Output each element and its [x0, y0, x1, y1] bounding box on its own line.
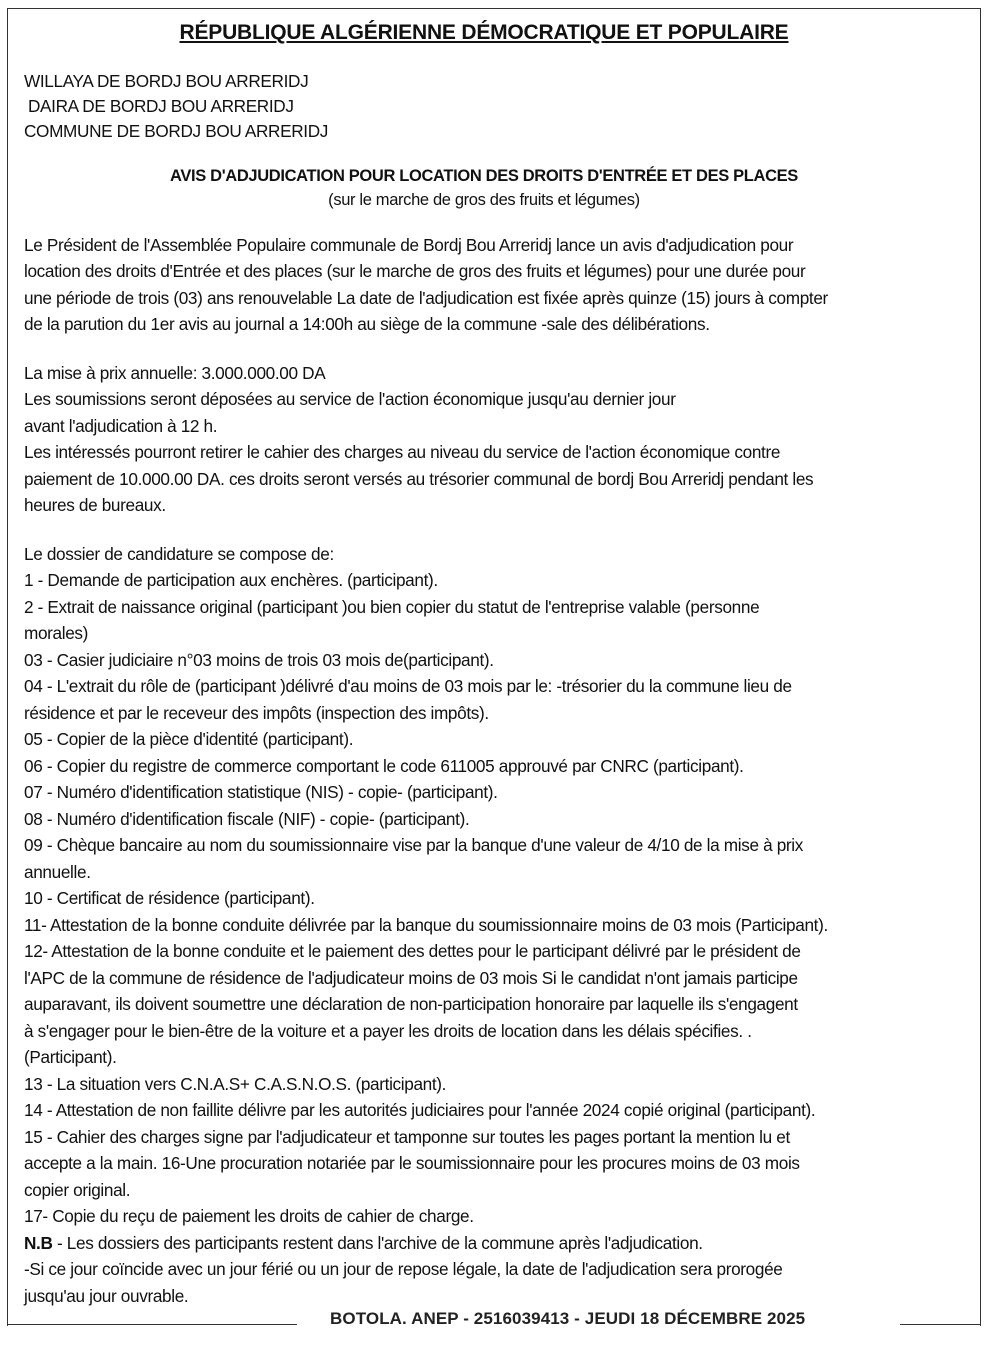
dossier-item: 14 - Attestation de non faillite délivre par les autorités judiciaires pour l'année 2024 copié original (participant).: [24, 1100, 816, 1120]
dossier-item: 11- Attestation de la bonne conduite délivrée par la banque du soumissionnaire moins de 03 mois (Participant).: [24, 914, 828, 935]
dossier-item: morales): [24, 623, 89, 643]
dossier-item: résidence et par le receveur des impôts (inspection des impôts).: [24, 702, 489, 723]
dossier-item: 17- Copie du reçu de paiement les droits de cahier de charge.: [24, 1206, 474, 1226]
nb-label: N.B: [24, 1232, 53, 1253]
conditions-paragraph: [24, 360, 944, 519]
willaya-line: WILLAYA DE BORDJ BOU ARRERIDJ: [24, 70, 309, 91]
republic-title: RÉPUBLIQUE ALGÉRIENNE DÉMOCRATIQUE ET POPULAIRE: [179, 21, 789, 44]
intro-line: une période de trois (03) ans renouvelable La date de l'adjudication est fixée après quinze (15) jours à compter: [24, 287, 828, 308]
closing-line: jusqu'au jour ouvrable.: [24, 1285, 189, 1306]
footer-divider-left: [7, 1324, 297, 1325]
avis-subtitle: (sur le marche de gros des fruits et légumes): [328, 190, 640, 209]
administration-block: [24, 69, 944, 144]
dossier-item: accepte a la main. 16-Une procuration notariée par le soumissionnaire pour les procures moins de 03 mois: [24, 1153, 800, 1173]
dossier-item: 12- Attestation de la bonne conduite et le paiement des dettes pour le participant délivré par le président de: [24, 941, 801, 961]
condition-line: paiement de 10.000.00 DA. ces droits seront versés au trésorier communal de bordj Bou Arreridj pendant les: [24, 468, 814, 489]
footer-divider-right: [900, 1324, 981, 1325]
dossier-item: auparavant, ils doivent soumettre une déclaration de non-participation honoraire par laquelle ils s'engagent: [24, 994, 798, 1014]
nb-text: - Les dossiers des participants restent dans l'archive de la commune après l'adjudication.: [52, 1232, 703, 1253]
condition-line: Les soumissions seront déposées au service de l'action économique jusqu'au dernier jour: [24, 389, 676, 409]
condition-line: heures de bureaux.: [24, 495, 166, 515]
condition-line: La mise à prix annuelle: 3.000.000.00 DA: [24, 362, 326, 383]
dossier-item: 1 - Demande de participation aux enchères. (participant).: [24, 570, 438, 590]
intro-line: de la parution du 1er avis au journal a 14:00h au siège de la commune -sale des délibérations.: [24, 314, 710, 334]
daira-line: DAIRA DE BORDJ BOU ARRERIDJ: [28, 95, 294, 116]
dossier-item: 04 - L'extrait du rôle de (participant )délivré d'au moins de 03 mois par le: -trésorier du la commune lieu de: [24, 676, 792, 696]
closing-line: -Si ce jour coïncide avec un jour férié ou un jour de repose légale, la date de l'adjudication sera prorogée: [24, 1259, 783, 1279]
dossier-item: 13 - La situation vers C.N.A.S+ C.A.S.N.O.S. (participant).: [24, 1073, 447, 1094]
dossier-item: 05 - Copier de la pièce d'identité (participant).: [24, 729, 354, 749]
dossier-item: à s'engager pour le bien-être de la voiture et a payer les droits de location dans les délais spécifies. .: [24, 1020, 752, 1041]
dossier-item: annuelle.: [24, 861, 91, 882]
dossier-item: 03 - Casier judiciaire n°03 moins de trois 03 mois de(participant).: [24, 649, 494, 670]
dossier-item: 06 - Copier du registre de commerce comportant le code 611005 approuvé par CNRC (participant).: [24, 755, 744, 776]
nb-line: [24, 1230, 944, 1257]
dossier-item: 09 - Chèque bancaire au nom du soumissionnaire vise par la banque d'une valeur de 4/10 de la mise à prix: [24, 835, 804, 855]
dossier-item: 08 - Numéro d'identification fiscale (NIF) - copie- (participant).: [24, 808, 470, 829]
dossier-item: l'APC de la commune de résidence de l'adjudicateur moins de 03 mois Si le candidat n'ont jamais participe: [24, 967, 798, 988]
dossier-list: [24, 541, 944, 1310]
notice-content: [24, 20, 944, 1309]
dossier-item: 07 - Numéro d'identification statistique (NIS) - copie- (participant).: [24, 782, 498, 802]
dossier-heading: Le dossier de candidature se compose de:: [24, 543, 334, 564]
dossier-item: 10 - Certificat de résidence (participant).: [24, 888, 315, 908]
footer-reference: BOTOLA. ANEP - 2516039413 - JEUDI 18 DÉCEMBRE 2025: [330, 1309, 806, 1328]
condition-line: avant l'adjudication à 12 h.: [24, 415, 218, 436]
dossier-item: copier original.: [24, 1179, 131, 1200]
dossier-item: 2 - Extrait de naissance original (participant )ou bien copier du statut de l'entreprise valable (personne: [24, 596, 760, 617]
intro-line: location des droits d'Entrée et des places (sur le marche de gros des fruits et légumes) pour une durée pour: [24, 261, 806, 281]
dossier-item: (Participant).: [24, 1047, 117, 1067]
dossier-item: 15 - Cahier des charges signe par l'adjudicateur et tamponne sur toutes les pages portant la mention lu et: [24, 1126, 790, 1147]
condition-line: Les intéressés pourront retirer le cahier des charges au niveau du service de l'action économique contre: [24, 442, 781, 462]
intro-line: Le Président de l'Assemblée Populaire communale de Bordj Bou Arreridj lance un avis d'adjudication pour: [24, 234, 794, 255]
intro-paragraph: [24, 232, 944, 338]
footer: [0, 1308, 989, 1338]
commune-line: COMMUNE DE BORDJ BOU ARRERIDJ: [24, 120, 329, 141]
avis-title: AVIS D'ADJUDICATION POUR LOCATION DES DROITS D'ENTRÉE ET DES PLACES: [170, 166, 798, 185]
